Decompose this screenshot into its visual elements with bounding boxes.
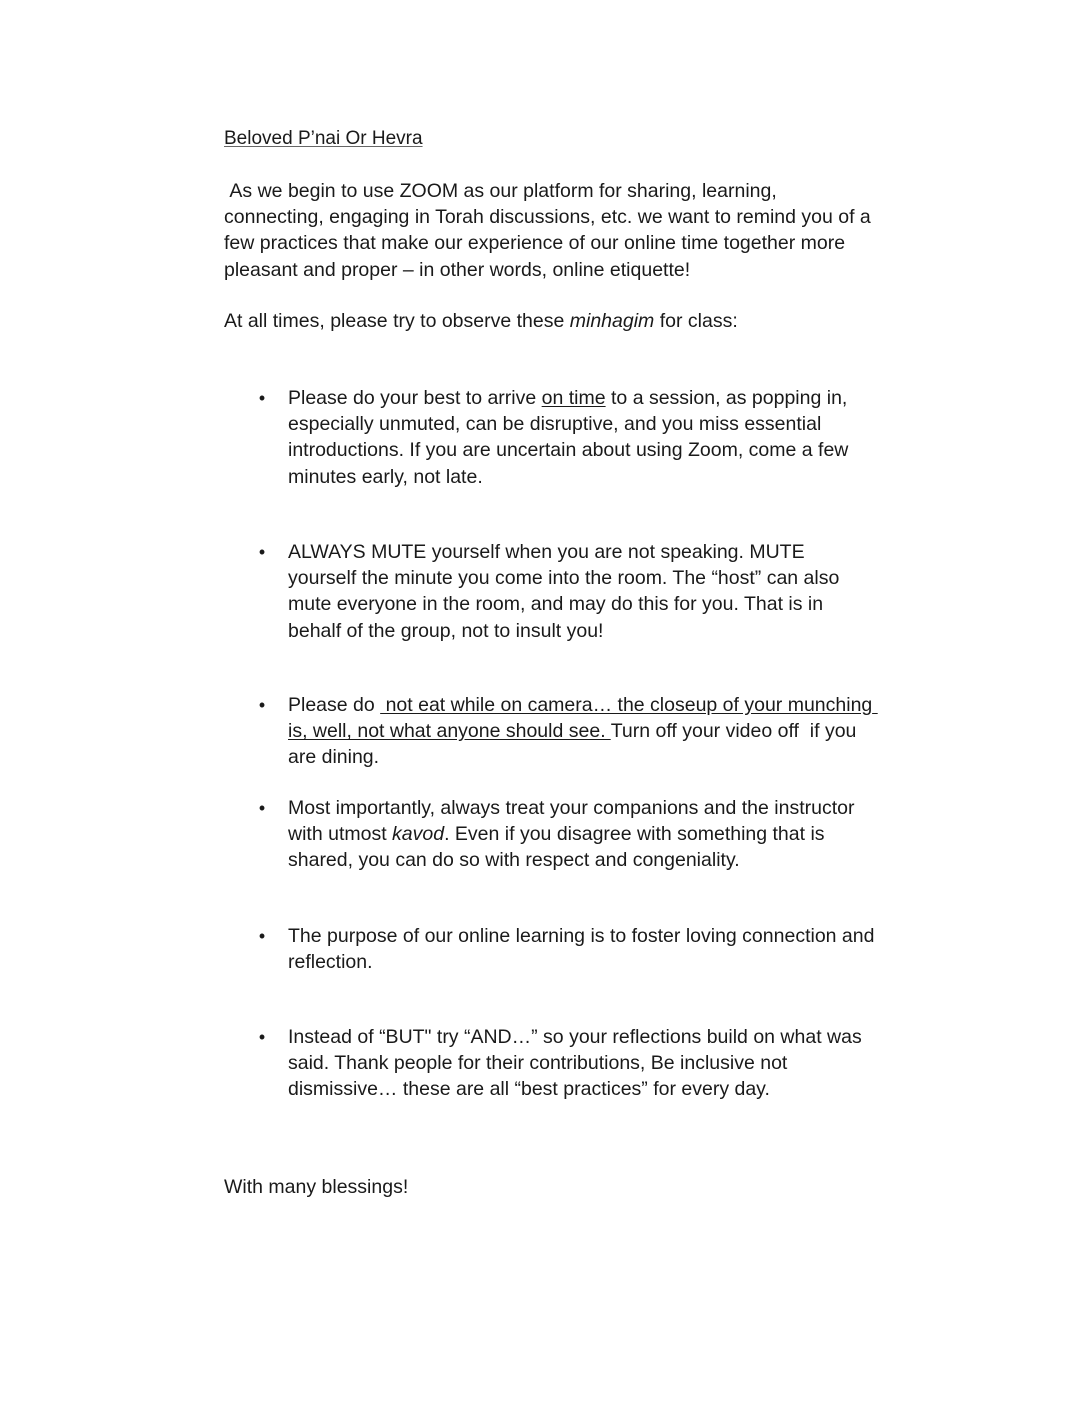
rule-text: The purpose of our online learning is to foster loving connection and reflection.	[288, 925, 875, 974]
lead-emphasis: minhagim	[569, 310, 655, 332]
list-item-purpose	[258, 923, 878, 975]
rule-text: to a session, as popping in, especially unmuted, can be disruptive, and you miss essential introductions. If you are uncertain about using Zoom, come a few minutes early, not late.	[288, 387, 854, 488]
bullet-icon: •	[258, 542, 266, 562]
rule-underlined-text: on time	[541, 387, 606, 409]
intro-paragraph: As we begin to use ZOOM as our platform for sharing, learning, connecting, engaging in Torah discussions, etc. we want to remind you of a few practices that make our experience of our online time together more pleasant and proper – in other words, online etiquette!	[224, 180, 877, 281]
rule-text: Please do your best to arrive	[288, 387, 542, 409]
bullet-icon: •	[258, 695, 266, 715]
greeting-heading: Beloved P’nai Or Hevra	[224, 128, 423, 149]
list-item-kavod	[258, 795, 878, 874]
rule-text: . Even if you disagree with something that is shared, you can do so with respect and congeniality.	[288, 823, 825, 872]
lead-paragraph	[224, 308, 874, 334]
lead-text-after: for class:	[654, 310, 738, 332]
rule-italic-text: kavod	[392, 823, 445, 846]
rule-underlined-text: not eat while on camera… the closeup of your munching is, well, not what anyone should see.	[288, 694, 878, 743]
lead-text-before: At all times, please try to observe these	[224, 310, 570, 332]
bullet-icon: •	[258, 798, 266, 818]
bullet-icon: •	[258, 926, 266, 946]
list-item-but-and	[258, 1024, 878, 1103]
list-item-on-time	[258, 385, 878, 490]
list-item-eating	[258, 692, 878, 771]
bullet-icon: •	[258, 388, 266, 408]
rule-text: Most importantly, always treat your companions and the instructor with utmost	[288, 797, 860, 846]
rule-text: Turn off your video off if you are dining.	[288, 720, 862, 769]
list-item-mute	[258, 539, 878, 644]
rule-text: ALWAYS MUTE yourself when you are not speaking. MUTE yourself the minute you come into the room. The “host” can also mute everyone in the room, and may do this for you. That is in behalf of the group, not to insult you!	[288, 541, 840, 642]
closing-line: With many blessings!	[224, 1176, 409, 1198]
rule-text: Instead of “BUT" try “AND…” so your reflections build on what was said. Thank people for their contributions, Be inclusive not dismissive… these are all “best practices” for every day.	[288, 1026, 862, 1101]
bullet-icon: •	[258, 1027, 266, 1047]
rule-text: Please do	[288, 694, 381, 716]
